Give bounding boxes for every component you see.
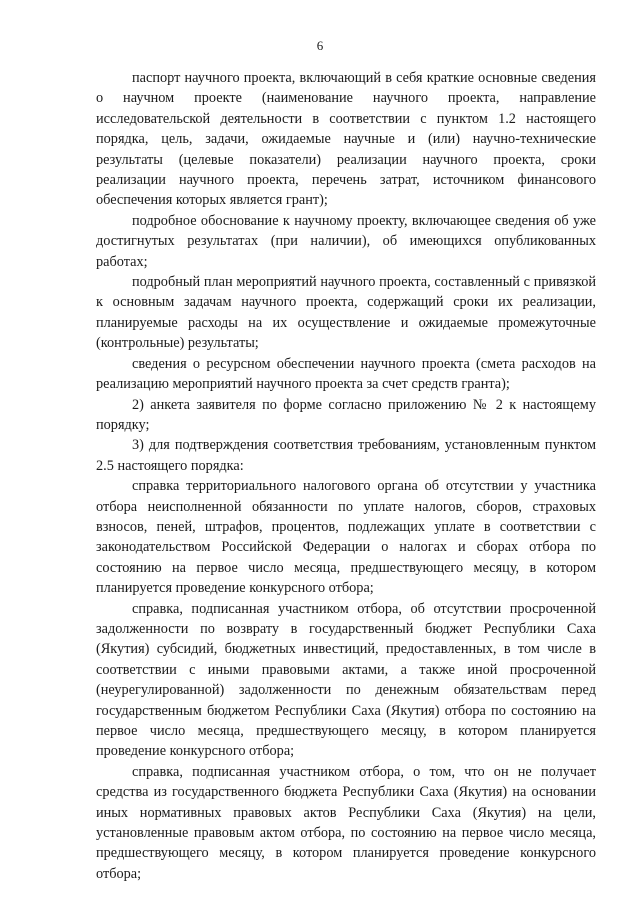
paragraph-compliance-confirmation: 3) для подтверждения соответствия требованиям, установленным пунктом 2.5 настоящего порядка:	[96, 437, 596, 474]
paragraph-activity-plan: подробный план мероприятий научного проекта, составленный с привязкой к основным задачам научного проекта, содержащий сроки их реализации, планируемые расходы на их осуществление и ожидаемые промежуточные (контрольные) результаты;	[96, 274, 596, 352]
paragraph-applicant-form: 2) анкета заявителя по форме согласно приложению № 2 к настоящему порядку;	[96, 396, 596, 433]
paragraph-project-passport: паспорт научного проекта, включающий в себя краткие основные сведения о научном проекте (наименование научного проекта, направление исследовательской деятельности в соответствии с пунктом 1.2 настоящего порядка, цель, задачи, ожидаемые научные и (или) научно-технические результаты (целевые показатели) реализации научного проекта, сроки реализации научного проекта, перечень затрат, источником финансового обеспечения которых является грант);	[96, 70, 596, 209]
paragraph-debt-certificate: справка, подписанная участником отбора, об отсутствии просроченной задолженности по возврату в государственный бюджет Республики Саха (Якутия) субсидий, бюджетных инвестиций, предоставленных, в том числе в соответствии с иными правовыми актами, а также иной просроченной (неурегулированной) задолженности по денежным обязательствам перед государственным бюджетом Республики Саха (Якутия) отбора по состоянию на первое число месяца, предшествующего месяцу, в котором планируется проведение конкурсного отбора;	[96, 600, 596, 760]
paragraph-resource-support: сведения о ресурсном обеспечении научного проекта (смета расходов на реализацию мероприятий научного проекта за счет средств гранта);	[96, 355, 596, 393]
document-body	[96, 68, 596, 884]
paragraph-tax-certificate: справка территориального налогового органа об отсутствии у участника отбора неисполненной обязанности по уплате налогов, сборов, страховых взносов, пеней, штрафов, процентов, подлежащих уплате в соответствии с законодательством Российской Федерации о налогах и сборах отбора по состоянию на первое число месяца, предшествующего месяцу, в котором планируется проведение конкурсного отбора;	[96, 478, 596, 597]
paragraph-no-funding-certificate: справка, подписанная участником отбора, о том, что он не получает средства из государственного бюджета Республики Саха (Якутия) на основании иных нормативных правовых актов Республики Саха (Якутия) на цели, установленные правовым актом отбора, по состоянию на первое число месяца, предшествующего месяцу, в котором планируется проведение конкурсного отбора;	[96, 763, 596, 882]
page-number: 6	[316, 38, 324, 53]
paragraph-project-rationale: подробное обоснование к научному проекту, включающее сведения об уже достигнутых результатах (при наличии), об имеющихся опубликованных работах;	[96, 212, 596, 270]
